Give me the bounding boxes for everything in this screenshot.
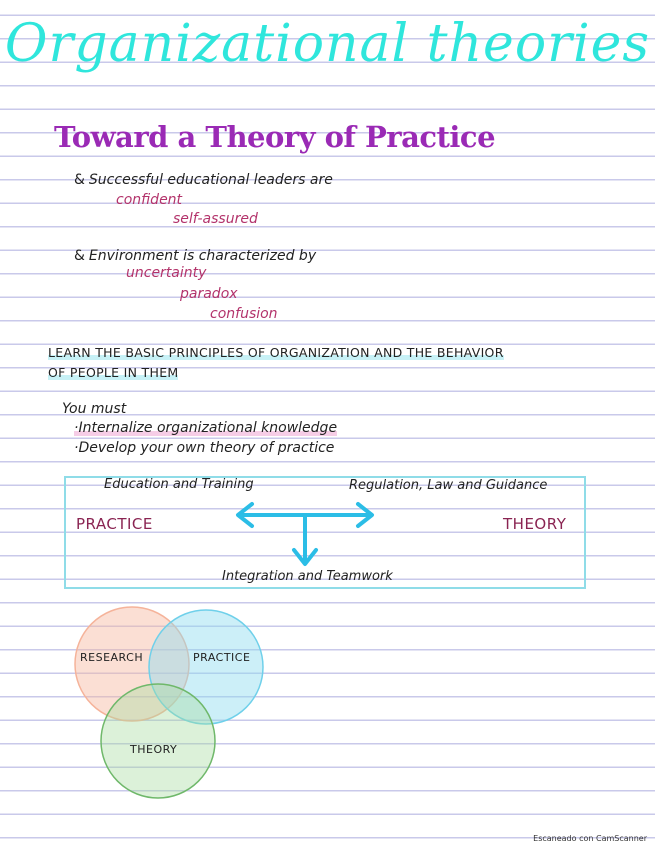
venn-diagram [70, 605, 270, 805]
diagram-top-left: Education and Training [104, 477, 254, 492]
section1-item: self-assured [173, 211, 258, 227]
ampersand-bullet-icon: & [74, 248, 85, 264]
venn-label-research: RESEARCH [80, 651, 144, 664]
diagram-practice: PRACTICE [76, 515, 153, 533]
section2-item: uncertainty [126, 265, 207, 281]
diagram-arrows [230, 498, 380, 570]
venn-circle-theory [101, 684, 215, 798]
you-must-item: ·Internalize organizational knowledge [74, 420, 338, 436]
principle-line1: LEARN THE BASIC PRINCIPLES OF ORGANIZATION AND THE BEHAVIOR [48, 345, 504, 360]
page-title: Organizational theories [4, 14, 651, 74]
section1-lead [74, 172, 333, 188]
section2-item: confusion [210, 306, 278, 322]
principle-line2: OF PEOPLE IN THEM [48, 365, 179, 380]
you-must-item: ·Develop your own theory of practice [74, 440, 335, 456]
scanner-footer: Escaneado con CamScanner [533, 834, 647, 843]
section2-lead [74, 248, 316, 264]
venn-label-theory: THEORY [130, 743, 178, 756]
ampersand-bullet-icon: & [74, 172, 85, 188]
page-subtitle: Toward a Theory of Practice [54, 120, 496, 154]
section1-item: confident [116, 192, 183, 208]
venn-label-practice: PRACTICE [193, 651, 251, 664]
diagram-top-right: Regulation, Law and Guidance [349, 478, 548, 493]
section1-lead-text: Successful educational leaders are [88, 172, 333, 188]
section2-item: paradox [180, 286, 238, 302]
diagram-theory: THEORY [503, 515, 567, 533]
diagram-bottom: Integration and Teamwork [222, 569, 393, 584]
you-must-lead: You must [62, 401, 127, 417]
section2-lead-text: Environment is characterized by [88, 248, 317, 264]
